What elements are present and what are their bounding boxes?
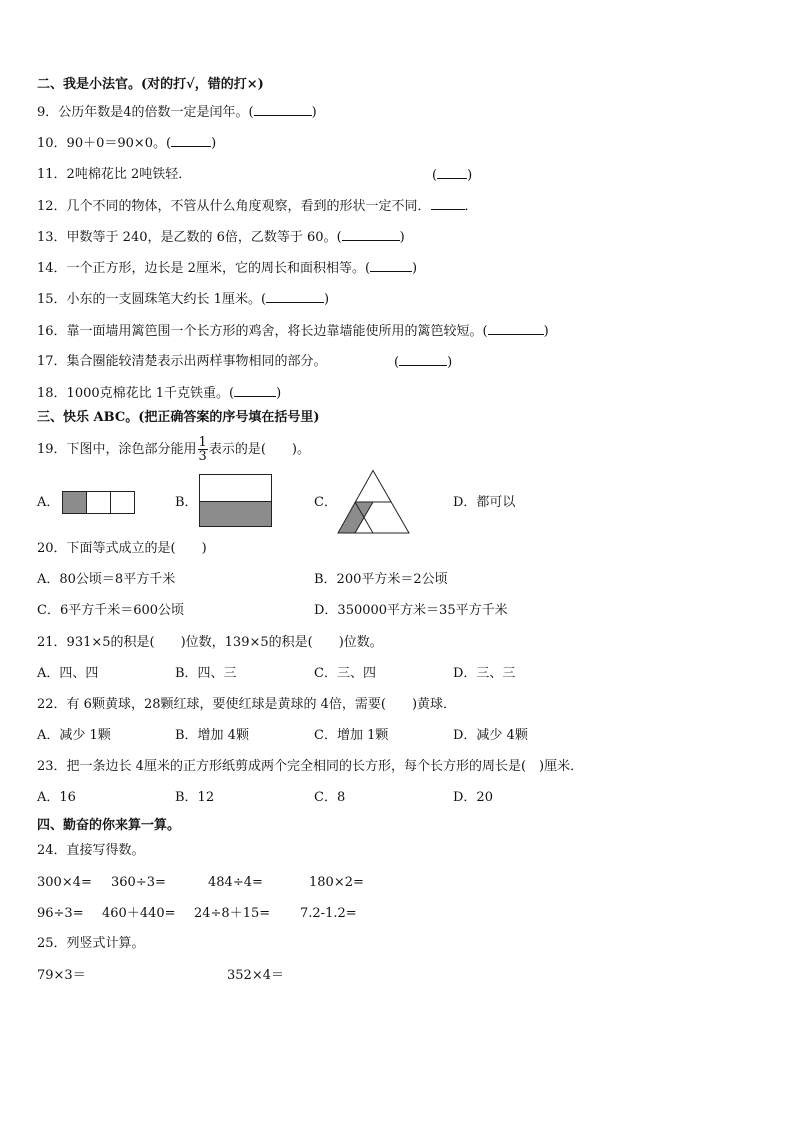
section-4-title: 四、勤奋的你来算一算。 <box>37 818 181 833</box>
question-10: 10．90＋0＝90×0。( ) <box>37 136 217 151</box>
question-17: 17．集合圈能较清楚表示出两样事物相同的部分。 <box>37 354 327 369</box>
fraction-one-third: $\frac{1}{3}$ <box>198 435 207 464</box>
question-11-answer-blank[interactable]: ( ) <box>432 168 473 183</box>
question-24: 24．直接写得数。 <box>37 843 145 858</box>
q19-figure-c <box>337 470 413 536</box>
q23-option-c[interactable]: C．8 <box>314 790 346 805</box>
section-2-title: 二、我是小法官。(对的打√，错的打×) <box>37 77 264 92</box>
q21-option-c[interactable]: C．三、四 <box>314 666 376 681</box>
q19-option-d[interactable]: D．都可以 <box>453 495 516 510</box>
q19-option-a-label[interactable]: A． <box>37 495 60 510</box>
q19-figure-a <box>62 491 136 515</box>
q20-option-d[interactable]: D．350000平方米＝35平方千米 <box>314 603 508 618</box>
question-18: 18．1000克棉花比 1千克铁重。( ) <box>37 386 282 401</box>
section-3-title: 三、快乐 ABC。(把正确答案的序号填在括号里) <box>37 410 320 425</box>
calc-item: 7.2-1.2= <box>300 906 357 921</box>
q21-option-b[interactable]: B．四、三 <box>175 666 237 681</box>
calc-item: 96÷3= <box>37 906 84 921</box>
calc-item: 360÷3= <box>111 875 166 890</box>
vertical-calc-item: 79×3＝ <box>37 968 86 983</box>
calc-item: 24÷8＋15= <box>194 906 271 921</box>
q23-option-a[interactable]: A．16 <box>37 790 76 805</box>
calc-item: 180×2= <box>309 875 364 890</box>
q22-option-c[interactable]: C．增加 1颗 <box>314 728 389 743</box>
question-22: 22．有 6颗黄球，28颗红球，要使红球是黄球的 4倍，需要( )黄球． <box>37 697 457 712</box>
q22-option-b[interactable]: B．增加 4颗 <box>175 728 249 743</box>
q20-option-c[interactable]: C．6平方千米＝600公顷 <box>37 603 185 618</box>
q21-option-a[interactable]: A．四、四 <box>37 666 99 681</box>
calc-item: 484÷4= <box>208 875 263 890</box>
calc-item: 300×4= <box>37 875 92 890</box>
q19-option-c-label[interactable]: C． <box>314 495 337 510</box>
question-11: 11．2吨棉花比 2吨铁轻． <box>37 167 192 182</box>
question-25: 25．列竖式计算。 <box>37 936 145 951</box>
question-15: 15．小东的一支圆珠笔大约长 1厘米。( ) <box>37 292 330 307</box>
q20-option-a[interactable]: A．80公顷＝8平方千米 <box>37 572 176 587</box>
question-17-answer-blank[interactable]: ( ) <box>394 355 453 370</box>
calc-item: 460＋440= <box>102 906 176 921</box>
question-21: 21．931×5的积是( )位数，139×5的积是( )位数。 <box>37 635 383 650</box>
vertical-calc-item: 352×4＝ <box>227 968 284 983</box>
question-16: 16．靠一面墙用篱笆围一个长方形的鸡舍，将长边靠墙能使所用的篱笆较短。( ) <box>37 324 549 339</box>
q23-option-b[interactable]: B．12 <box>175 790 215 805</box>
question-12: 12．几个不同的物体，不管从什么角度观察，看到的形状一定不同． ． <box>37 199 478 214</box>
question-20: 20．下面等式成立的是( ) <box>37 541 207 556</box>
question-14: 14．一个正方形，边长是 2厘米，它的周长和面积相等。( ) <box>37 261 418 276</box>
question-9: 9．公历年数是4的倍数一定是闰年。( ) <box>37 105 317 120</box>
q23-option-d[interactable]: D．20 <box>453 790 493 805</box>
question-13: 13．甲数等于 240，是乙数的 6倍，乙数等于 60。( ) <box>37 230 405 245</box>
question-19: 19．下图中，涂色部分能用 $\frac{1}{3}$ 表示的是( )。 <box>37 435 310 464</box>
q22-option-a[interactable]: A．减少 1颗 <box>37 728 111 743</box>
q19-option-b-label[interactable]: B． <box>175 495 198 510</box>
q20-option-b[interactable]: B．200平方米＝2公顷 <box>314 572 448 587</box>
q22-option-d[interactable]: D．减少 4颗 <box>453 728 528 743</box>
q19-figure-b <box>199 474 275 530</box>
question-23: 23．把一条边长 4厘米的正方形纸剪成两个完全相同的长方形，每个长方形的周长是( )厘米． <box>37 759 584 774</box>
q21-option-d[interactable]: D．三、三 <box>453 666 516 681</box>
